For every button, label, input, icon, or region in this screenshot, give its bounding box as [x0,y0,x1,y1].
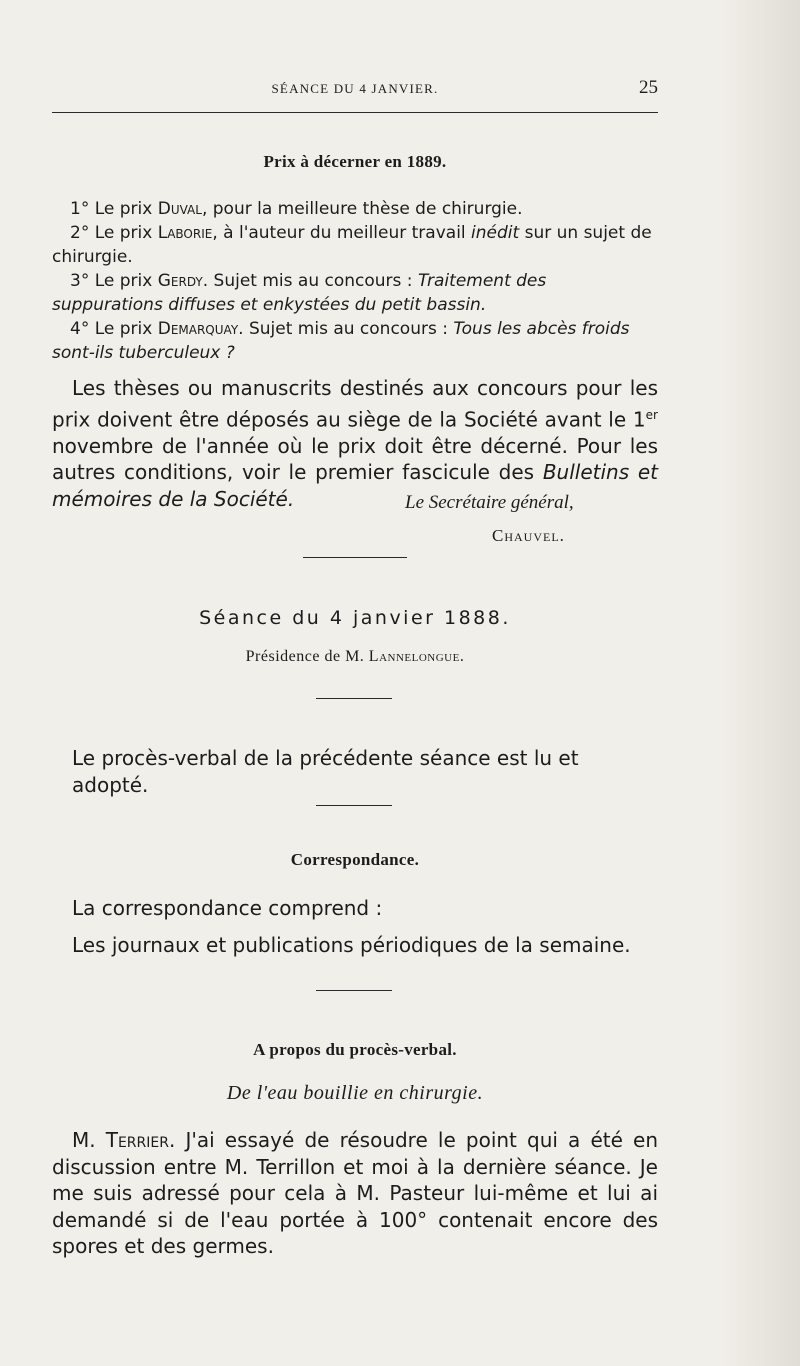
conditions-text-2: novembre de l'année où le prix doit être décerné. Pour les autres conditions, voir le premier fascicule des [52,433,658,485]
prize-text: . Sujet mis au concours : [202,271,418,291]
section-divider [316,990,392,991]
bulletins-title: Bulletins et mémoires de la Société. [52,460,658,511]
speaker-text: J'ai essayé de résoudre le point qui a été en discussion entre M. Terrillon et moi à la dernière séance. Je me suis adressé pour cela à M. Pasteur lui-même et lui ai demandé si de l'eau portée à 100° contenait encore des spores et des germes. [52,1128,658,1258]
section-divider [303,557,407,558]
section-divider [316,698,392,699]
signature-title: Le Secrétaire général, [405,492,574,513]
prize-item [52,221,658,269]
session-title: Séance du 4 janvier 1888. [199,607,511,629]
prize-subject: Tous les abcès froids sont-ils tuberculeux ? [52,319,630,363]
presidency-prefix: Présidence de M. [245,648,369,665]
signature-name: Chauvel. [492,526,565,545]
conditions-text: Les thèses ou manuscrits destinés aux concours pour les prix doivent être déposés au siège de la Société avant le 1 [52,376,658,432]
speaker-name: M. Terrier. [72,1128,176,1152]
page-number: 25 [639,77,658,98]
running-title: SÉANCE DU 4 JANVIER. [271,81,439,96]
conditions-superscript: er [645,407,658,422]
prize-number: 1° Le prix [70,199,158,219]
terrier-paragraph [52,1127,658,1260]
minutes-line: Le procès-verbal de la précédente séance est lu et adopté. [72,746,579,797]
running-head [52,76,658,100]
prize-text: , pour la meilleure thèse de chirurgie. [201,199,523,219]
prize-name: Demarquay [157,319,239,339]
correspondence-line-2: Les journaux et publications périodiques de la semaine. [72,933,631,957]
prize-item [52,197,658,221]
prize-name: Laborie [157,223,213,243]
page-edge-shadow [720,0,800,1366]
prize-subject: Traitement des suppurations diffuses et enkystées du petit bassin. [52,271,547,315]
prize-number: 3° Le prix [70,271,158,291]
section-divider [316,805,392,806]
session-presidency [52,648,658,666]
prize-item [52,269,658,317]
prize-item [52,317,658,365]
about-minutes-subtitle: De l'eau bouillie en chirurgie. [226,1082,484,1104]
prize-tail: sur un sujet de chirurgie. [52,223,652,267]
prize-text: , à l'auteur du meilleur travail [212,223,472,243]
correspondence-heading: Correspondance. [290,850,420,869]
prize-name: Duval [157,199,202,219]
prizes-heading: Prix à décerner en 1889. [263,152,447,171]
prize-italic: inédit [471,223,520,243]
prize-list [52,197,658,365]
prize-text: . Sujet mis au concours : [238,319,454,339]
correspondence-line-1: La correspondance comprend : [72,896,383,920]
president-name: Lannelongue. [368,648,465,665]
prize-number: 4° Le prix [70,319,158,339]
header-rule [52,112,658,113]
prize-name: Gerdy [157,271,203,291]
prize-number: 2° Le prix [70,223,158,243]
about-minutes-heading: A propos du procès-verbal. [253,1040,457,1059]
